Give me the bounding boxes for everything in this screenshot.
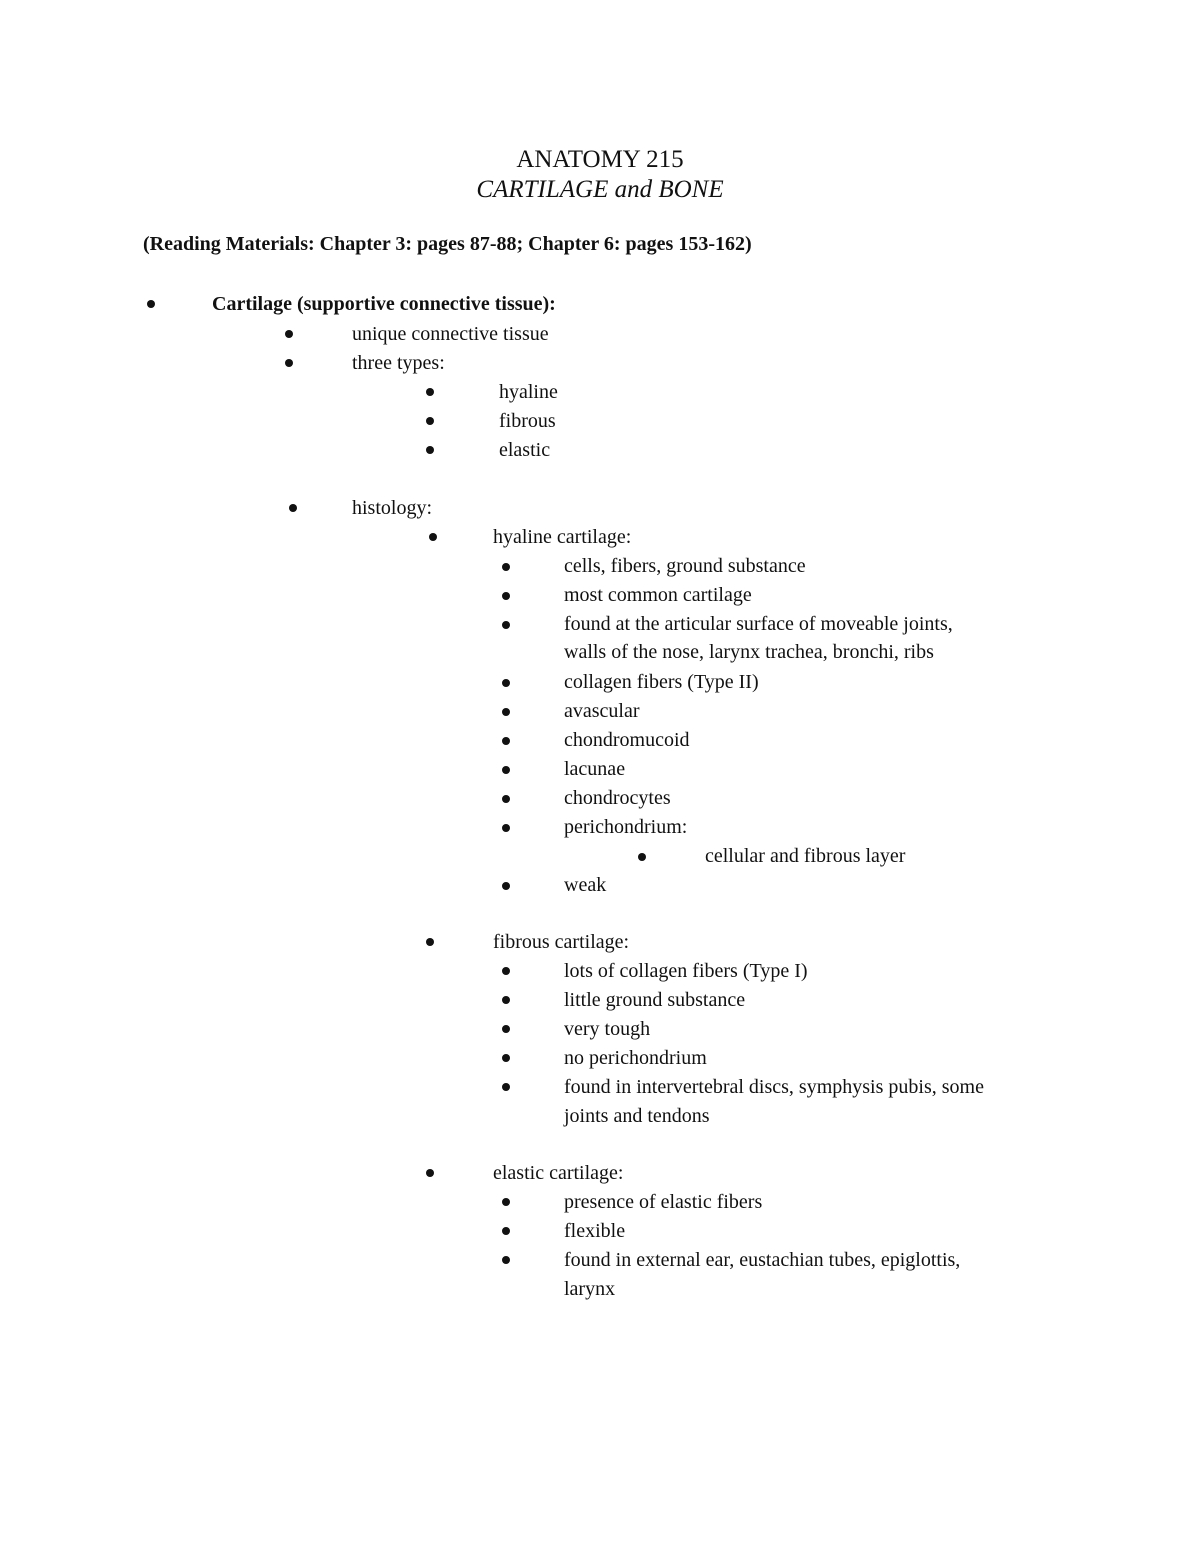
bullet-icon bbox=[147, 300, 155, 308]
reading-materials: (Reading Materials: Chapter 3: pages 87-88; Chapter 6: pages 153-162) bbox=[143, 233, 752, 255]
list-item: found in intervertebral discs, symphysis pubis, some bbox=[564, 1076, 984, 1098]
bullet-icon bbox=[502, 1198, 510, 1206]
bullet-icon bbox=[426, 1169, 434, 1177]
list-item: cellular and fibrous layer bbox=[705, 845, 906, 867]
list-item: lots of collagen fibers (Type I) bbox=[564, 960, 808, 982]
document-subtitle: CARTILAGE and BONE bbox=[476, 176, 724, 203]
list-item: histology: bbox=[352, 497, 433, 519]
bullet-icon bbox=[502, 996, 510, 1004]
bullet-icon bbox=[502, 592, 510, 600]
section-heading-fibrous: fibrous cartilage: bbox=[493, 931, 630, 953]
bullet-icon bbox=[502, 1025, 510, 1033]
bullet-icon bbox=[502, 1083, 510, 1091]
bullet-icon bbox=[502, 1227, 510, 1235]
list-item: unique connective tissue bbox=[352, 323, 549, 345]
list-item: hyaline bbox=[499, 381, 558, 403]
list-item: elastic bbox=[499, 439, 551, 461]
list-item: little ground substance bbox=[564, 989, 746, 1011]
list-item: chondrocytes bbox=[564, 787, 671, 809]
list-item: three types: bbox=[352, 352, 445, 374]
list-item: presence of elastic fibers bbox=[564, 1191, 763, 1213]
bullet-icon bbox=[502, 563, 510, 571]
bullet-icon bbox=[289, 504, 297, 512]
bullet-icon bbox=[285, 359, 293, 367]
list-item: fibrous bbox=[499, 410, 556, 432]
list-item: found at the articular surface of moveable joints, bbox=[564, 613, 953, 635]
list-item-continuation: walls of the nose, larynx trachea, bronchi, ribs bbox=[564, 641, 934, 663]
section-heading-hyaline: hyaline cartilage: bbox=[493, 526, 632, 548]
bullet-icon bbox=[426, 388, 434, 396]
list-item-continuation: larynx bbox=[564, 1278, 616, 1300]
list-item: lacunae bbox=[564, 758, 626, 780]
bullet-icon bbox=[502, 766, 510, 774]
bullet-icon bbox=[502, 824, 510, 832]
bullet-icon bbox=[285, 330, 293, 338]
bullet-icon bbox=[426, 446, 434, 454]
document-title: ANATOMY 215 bbox=[516, 146, 684, 173]
bullet-icon bbox=[429, 533, 437, 541]
list-item: very tough bbox=[564, 1018, 651, 1040]
bullet-icon bbox=[502, 708, 510, 716]
list-item: perichondrium: bbox=[564, 816, 688, 838]
bullet-icon bbox=[638, 853, 646, 861]
list-item: most common cartilage bbox=[564, 584, 752, 606]
bullet-icon bbox=[502, 621, 510, 629]
list-item: found in external ear, eustachian tubes, epiglottis, bbox=[564, 1249, 961, 1271]
list-item: cells, fibers, ground substance bbox=[564, 555, 806, 577]
bullet-icon bbox=[502, 1054, 510, 1062]
bullet-icon bbox=[426, 417, 434, 425]
list-item: no perichondrium bbox=[564, 1047, 707, 1069]
list-item: avascular bbox=[564, 700, 640, 722]
list-item: flexible bbox=[564, 1220, 626, 1242]
bullet-icon bbox=[502, 1256, 510, 1264]
bullet-icon bbox=[502, 737, 510, 745]
list-item: chondromucoid bbox=[564, 729, 690, 751]
list-item-continuation: joints and tendons bbox=[564, 1105, 710, 1127]
outline-heading-cartilage: Cartilage (supportive connective tissue): bbox=[212, 293, 556, 315]
bullet-icon bbox=[502, 882, 510, 890]
list-item: weak bbox=[564, 874, 607, 896]
list-item: collagen fibers (Type II) bbox=[564, 671, 759, 693]
bullet-icon bbox=[426, 938, 434, 946]
section-heading-elastic: elastic cartilage: bbox=[493, 1162, 624, 1184]
bullet-icon bbox=[502, 795, 510, 803]
bullet-icon bbox=[502, 679, 510, 687]
bullet-icon bbox=[502, 967, 510, 975]
